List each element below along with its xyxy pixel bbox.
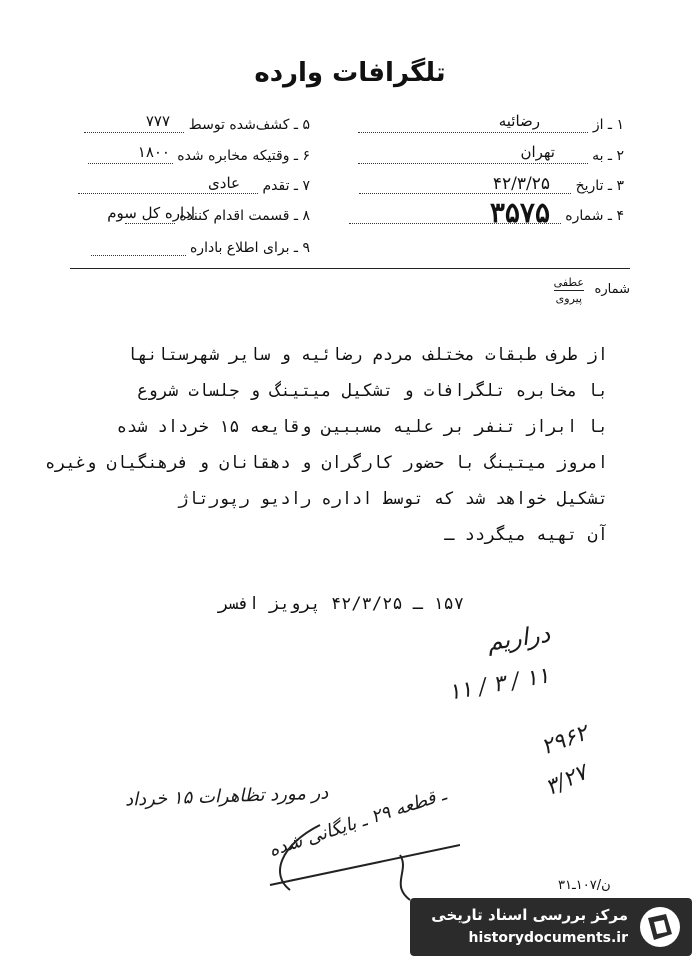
field-info-dept-label: ۹ ـ برای اطلاع باداره (189, 240, 310, 256)
field-number (349, 208, 624, 224)
handwritten-note-3: در مورد تظاهرات ۱۵ خرداد (124, 782, 329, 811)
watermark-en: historydocuments.ir (468, 930, 628, 946)
field-info-dept (91, 240, 310, 256)
field-to (358, 148, 624, 164)
field-number-label: ۴ ـ شماره (565, 208, 624, 224)
field-decoded-by (84, 117, 310, 133)
field-priority-value: عادی (208, 174, 240, 192)
reference-number-label: شماره (594, 282, 630, 297)
field-date-label: ۳ ـ تاریخ (575, 178, 624, 194)
body-line: با مخابره تلگرافات و تشکیل میتینگ و جلسات شروع (137, 381, 608, 401)
reference-fraction (554, 276, 584, 305)
field-sent-time-value: ۱۸۰۰ (137, 143, 170, 161)
field-date-value: ۴۲/۳/۲۵ (492, 174, 550, 194)
handwritten-note-1-date: ۱۱ / ۳ / ۱۱ (446, 663, 552, 706)
body-line: تشکیل خواهد شد که توسط اداره رادیو رپورتاژ (178, 489, 608, 509)
archive-logo-icon (636, 904, 684, 950)
field-date (359, 178, 624, 194)
field-from-value: رضائیه (498, 112, 540, 130)
field-priority-label: ۷ ـ تقدم (262, 178, 310, 194)
body-line: آن تهیه میگردد ـ (444, 525, 608, 545)
reference-fraction-top: عطفی (553, 276, 584, 289)
body-line: با ابراز تنفر بر علیه مسببین وقایعه ۱۵ خرداد شده (116, 417, 608, 437)
field-from (358, 117, 624, 133)
field-action-dept-value: اداره کل سوم (107, 204, 195, 222)
field-sent-time-label: ۶ ـ وقتیکه مخابره شده (177, 148, 310, 164)
handwritten-scribble-icon (260, 815, 460, 905)
document-title: تلگرافات وارده (254, 58, 446, 88)
sender-signature: ۱۵۷ ـ ۴۲/۳/۲۵ پرویز افسر (218, 594, 464, 614)
field-number-value: ۳۵۷۵ (489, 196, 550, 229)
archive-code: ن/۱۰۷ـ۳۱ (558, 878, 611, 893)
reference-fraction-bottom: پیروی (555, 292, 583, 305)
header-divider (70, 268, 630, 269)
field-sent-time (88, 148, 310, 164)
handwritten-note-2-date: ۳/۲۷ (541, 760, 592, 801)
field-decoded-by-label: ۵ ـ کشف‌شده توسط (188, 117, 310, 133)
field-action-dept-label: ۸ ـ قسمت اقدام کننده (179, 208, 310, 224)
handwritten-note-1: دراریم (485, 619, 552, 657)
telegram-body (45, 337, 608, 553)
handwritten-note-2: ۲۹۶۲ (537, 720, 591, 761)
watermark-fa: مرکز بررسی اسناد تاریخی (431, 906, 628, 924)
handwritten-note-4: ـ قطعه ۲۹ ـ بایگانی شده (266, 783, 449, 862)
field-from-label: ۱ ـ از (592, 117, 624, 133)
field-decoded-by-value: ۷۷۷ (145, 112, 170, 130)
field-to-value: تهران (520, 143, 555, 161)
watermark-banner (410, 898, 692, 956)
body-line: امروز میتینگ با حضور کارگران و دهقانان و فرهنگیان وغیره (45, 453, 608, 473)
field-to-label: ۲ ـ به (592, 148, 624, 164)
body-line: از طرف طبقات مختلف مردم رضائیه و سایر شهرستانها (126, 345, 608, 365)
field-priority (78, 178, 310, 194)
